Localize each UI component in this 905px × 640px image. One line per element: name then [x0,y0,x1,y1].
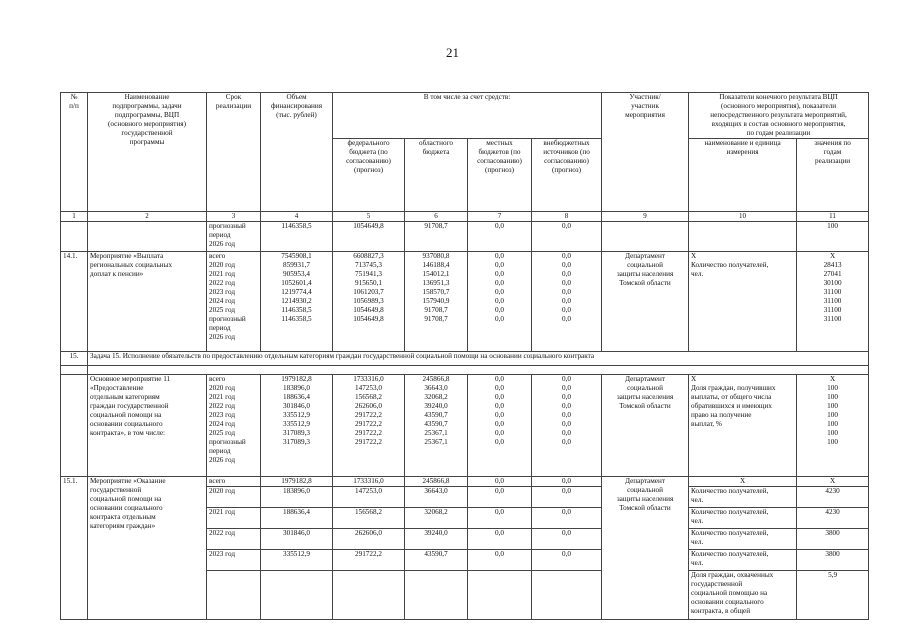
activity-name: Мероприятие «Оказание государственной социальной помощи на основании социального контракта отдельным категориям граждан» [88,476,207,619]
participant-cell: Департамент социальной защиты населения Томской области [602,476,689,619]
federal-cell: 262606,0 [333,528,405,549]
period-cell: 2023 год [207,549,261,570]
indicator-cell: X [689,476,797,486]
column-index: 4 [261,212,333,222]
regional-cell: 39240,0 [405,528,468,549]
header-col-num: № п/п [61,93,88,212]
header-col-extra: внебюджетных источников (по согласованию) (прогноз) [532,139,602,212]
row-number: 15. [61,351,88,365]
column-index: 2 [88,212,207,222]
regional-cell: 43590,7 [405,549,468,570]
program-table [60,92,869,620]
page-number: 21 [446,45,459,60]
column-index: 7 [468,212,532,222]
row-number: 14.1. [61,251,88,351]
header-col-local: местных бюджетов (по согласованию) (прогноз) [468,139,532,212]
header-col-term: Срок реализации [207,93,261,212]
value-cell: 3800 [797,549,869,570]
volume-cell: 188636,4 [261,507,333,528]
column-index: 10 [689,212,797,222]
period-cell: всего 2020 год 2021 год 2022 год 2023 год 2024 год 2025 год прогнозный период 2026 год [207,374,261,476]
indicator-cell: X Количество получателей, чел. [689,251,797,351]
table-row [61,221,869,251]
value-cell: 3800 [797,528,869,549]
federal-cell: 147253,0 [333,486,405,507]
participant-cell: Департамент социальной защиты населения Томской области [602,251,689,351]
indicator-cell: Доля граждан, охваченных государственной социальной помощью на основании социального контракта, в общей [689,570,797,619]
extra-cell: 0,0 0,0 0,0 0,0 0,0 0,0 0,0 0,0 [532,251,602,351]
task-row [61,351,869,365]
value-cell: X 100 100 100 100 100 100 100 [797,374,869,476]
value-cell: 4230 [797,486,869,507]
volume-cell: 301846,0 [261,528,333,549]
regional-cell: 245866,8 36643,0 32068,2 39240,0 43590,7 43590,7 25367,1 25367,1 [405,374,468,476]
header-col-ind-name: наименование и единица измерения [689,139,797,212]
participant-cell: Департамент социальной защиты населения Томской области [602,374,689,476]
volume-cell: 335512,9 [261,549,333,570]
header-col-volume: Объем финансирования (тыс. рублей) [261,93,333,212]
indicator-cell: Количество получателей, чел. [689,549,797,570]
federal-cell: 1733316,0 147253,0 156568,2 262606,0 291722,2 291722,2 291722,2 291722,2 [333,374,405,476]
column-index: 3 [207,212,261,222]
indicator-cell: X Доля граждан, получивших выплаты, от общего числа обратившихся и имеющих право на получение выплат, % [689,374,797,476]
local-cell: 0,0 [468,507,532,528]
value-cell: 5,9 [797,570,869,619]
extra-cell: 0,0 0,0 0,0 0,0 0,0 0,0 0,0 0,0 [532,374,602,476]
header-col-indicators: Показатели конечного результата ВЦП (основного мероприятия), показатели непосредственного результата мероприятий, входящих в состав основного мероприятия, по годам реализации [689,93,869,139]
period-cell: 2020 год [207,486,261,507]
header-col-federal: федерального бюджета (по согласованию) (прогноз) [333,139,405,212]
table-row [61,374,869,476]
federal-cell: 6608827,3 713745,3 751941,3 915650,1 1061203,7 1056989,3 1054649,8 1054649,8 [333,251,405,351]
header-col-ind-values: значения по годам реализации [797,139,869,212]
local-cell: 0,0 0,0 0,0 0,0 0,0 0,0 0,0 0,0 [468,251,532,351]
local-cell: 0,0 [468,221,532,251]
federal-cell: 156568,2 [333,507,405,528]
regional-cell: 32068,2 [405,507,468,528]
extra-cell: 0,0 [532,476,602,486]
column-index: 8 [532,212,602,222]
extra-cell: 0,0 [532,507,602,528]
indicator-cell: Количество получателей, чел. [689,528,797,549]
regional-cell: 91708,7 [405,221,468,251]
period-cell: всего 2020 год 2021 год 2022 год 2023 год 2024 год 2025 год прогнозный период 2026 год [207,251,261,351]
column-index: 1 [61,212,88,222]
period-cell: 2022 год [207,528,261,549]
volume-cell: 1146358,5 [261,221,333,251]
value-cell: X [797,476,869,486]
activity-name: Основное мероприятие 11 «Предоставление отдельным категориям граждан государственной социальной помощи на основании социального контракта», в том числе: [88,374,207,476]
period-cell: прогнозный период 2026 год [207,221,261,251]
federal-cell: 291722,2 [333,549,405,570]
header-col-including: В том числе за счет средств: [333,93,602,139]
volume-cell: 7545908,1 859931,7 905953,4 1052601,4 1219774,4 1214930,2 1146358,5 1146358,5 [261,251,333,351]
activity-name: Мероприятие «Выплата региональных социальных доплат к пенсии» [88,251,207,351]
volume-cell: 183896,0 [261,486,333,507]
local-cell: 0,0 [468,528,532,549]
table-row [61,251,869,351]
federal-cell: 1733316,0 [333,476,405,486]
header-col-participant: Участник/ участник мероприятия [602,93,689,212]
column-index: 11 [797,212,869,222]
column-index: 6 [405,212,468,222]
regional-cell: 245866,8 [405,476,468,486]
volume-cell: 1979182,8 183896,0 188636,4 301846,0 335512,9 335512,9 317089,3 317089,3 [261,374,333,476]
federal-cell: 1054649,8 [333,221,405,251]
header-col-regional: областного бюджета [405,139,468,212]
header-col-name: Наименование подпрограммы, задачи подпрограммы, ВЦП (основного мероприятия) государственной программы [88,93,207,212]
volume-cell: 1979182,8 [261,476,333,486]
extra-cell: 0,0 [532,221,602,251]
column-index: 5 [333,212,405,222]
local-cell: 0,0 0,0 0,0 0,0 0,0 0,0 0,0 0,0 [468,374,532,476]
table-row [61,476,869,486]
row-number: 15.1. [61,476,88,619]
column-index: 9 [602,212,689,222]
regional-cell: 36643,0 [405,486,468,507]
regional-cell: 937080,8 146188,4 154012,1 136951,3 158570,7 157940,9 91708,7 91708,7 [405,251,468,351]
local-cell: 0,0 [468,476,532,486]
indicator-cell: Количество получателей, чел. [689,507,797,528]
extra-cell: 0,0 [532,528,602,549]
value-cell: 100 [797,221,869,251]
indicator-cell: Количество получателей, чел. [689,486,797,507]
local-cell: 0,0 [468,549,532,570]
value-cell: 4230 [797,507,869,528]
local-cell: 0,0 [468,486,532,507]
period-cell: всего [207,476,261,486]
value-cell: X 28413 27041 30100 31100 31100 31100 31100 [797,251,869,351]
extra-cell: 0,0 [532,549,602,570]
extra-cell: 0,0 [532,486,602,507]
period-cell: 2021 год [207,507,261,528]
task-title: Задача 15. Исполнение обязательств по предоставлению отдельным категориям граждан государственной социальной помощи на основании социального контракта [88,351,869,365]
